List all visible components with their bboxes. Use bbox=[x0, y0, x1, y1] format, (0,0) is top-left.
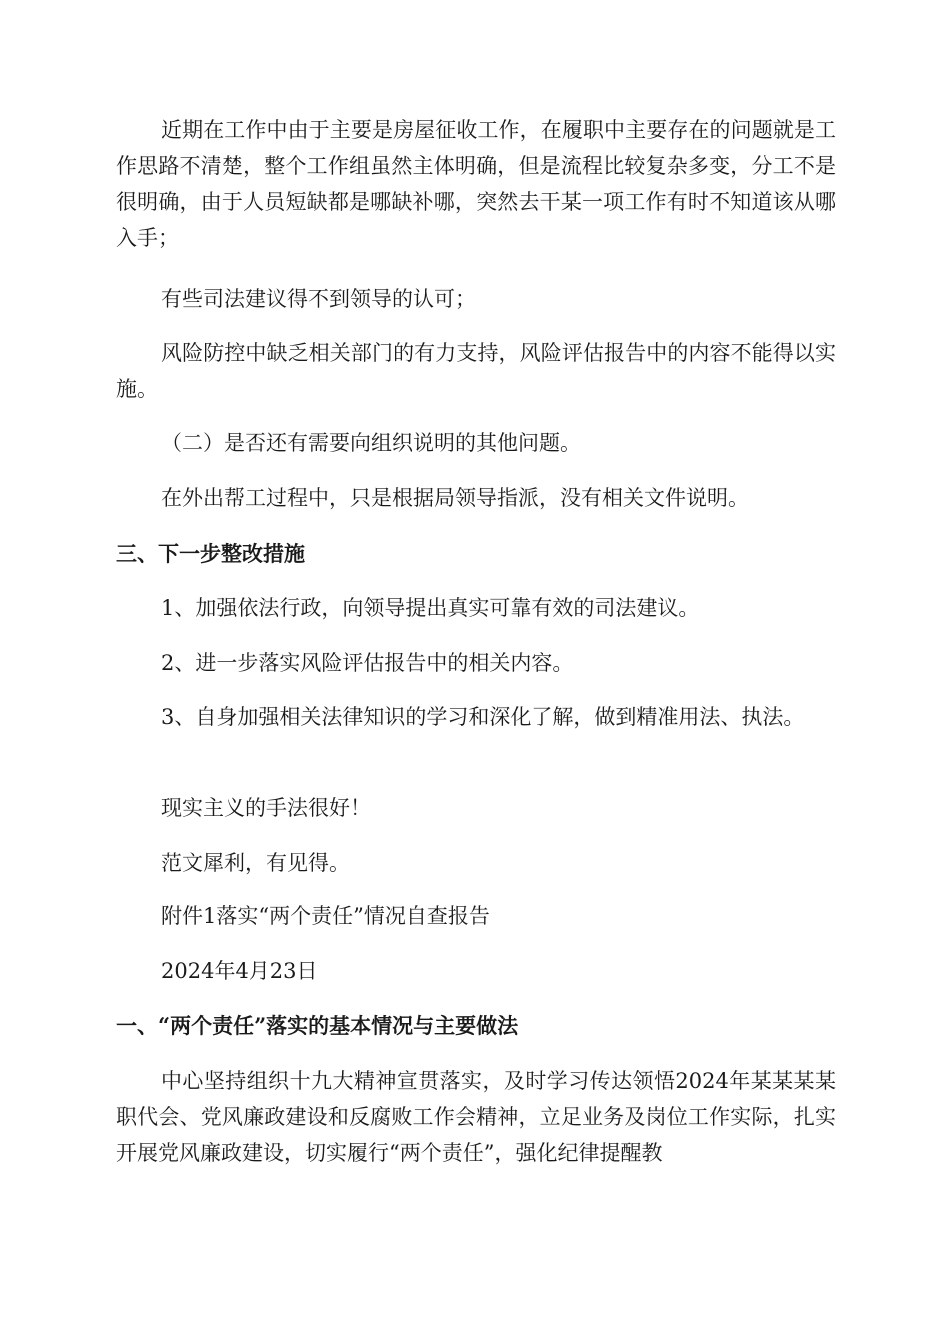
paragraph-risk-control: 风险防控中缺乏相关部门的有力支持，风险评估报告中的内容不能得以实施。 bbox=[116, 341, 836, 401]
section-heading-next-steps: 三、下一步整改措施 bbox=[116, 541, 305, 566]
measure-item-3: 3、自身加强相关法律知识的学习和深化了解，做到精准用法、执法。 bbox=[161, 705, 805, 729]
paragraph-problems: 近期在工作中由于主要是房屋征收工作，在履职中主要存在的问题就是工作思路不清楚，整个工作组虽然主体明确，但是流程比较复杂多变，分工不是很明确，由于人员短缺都是哪缺补哪，突然去干某一项工作有时不知道该从哪入手； bbox=[116, 118, 836, 250]
report-date: 2024年4月23日 bbox=[161, 959, 318, 983]
paragraph-outside-help: 在外出帮工过程中，只是根据局领导指派，没有相关文件说明。 bbox=[161, 486, 749, 510]
comment-sharp: 范文犀利，有见得。 bbox=[161, 851, 350, 875]
measure-item-2: 2、进一步落实风险评估报告中的相关内容。 bbox=[161, 651, 574, 675]
paragraph-judicial-advice: 有些司法建议得不到领导的认可； bbox=[161, 287, 476, 311]
comment-realism: 现实主义的手法很好！ bbox=[161, 796, 371, 820]
section-heading-basic-situation: 一、“两个责任”落实的基本情况与主要做法 bbox=[116, 1013, 519, 1038]
measure-item-1: 1、加强依法行政，向领导提出真实可靠有效的司法建议。 bbox=[161, 596, 700, 620]
paragraph-other-issues-heading: （二）是否还有需要向组织说明的其他问题。 bbox=[161, 431, 581, 455]
paragraph-center-implementation: 中心坚持组织十九大精神宣贯落实，及时学习传达领悟2024年某某某某职代会、党风廉政建设和反腐败工作会精神，立足业务及岗位工作实际，扎实开展党风廉政建设，切实履行“两个责任”，强化纪律提醒教 bbox=[116, 1069, 836, 1165]
attachment-title: 附件1落实“两个责任”情况自查报告 bbox=[161, 904, 490, 928]
